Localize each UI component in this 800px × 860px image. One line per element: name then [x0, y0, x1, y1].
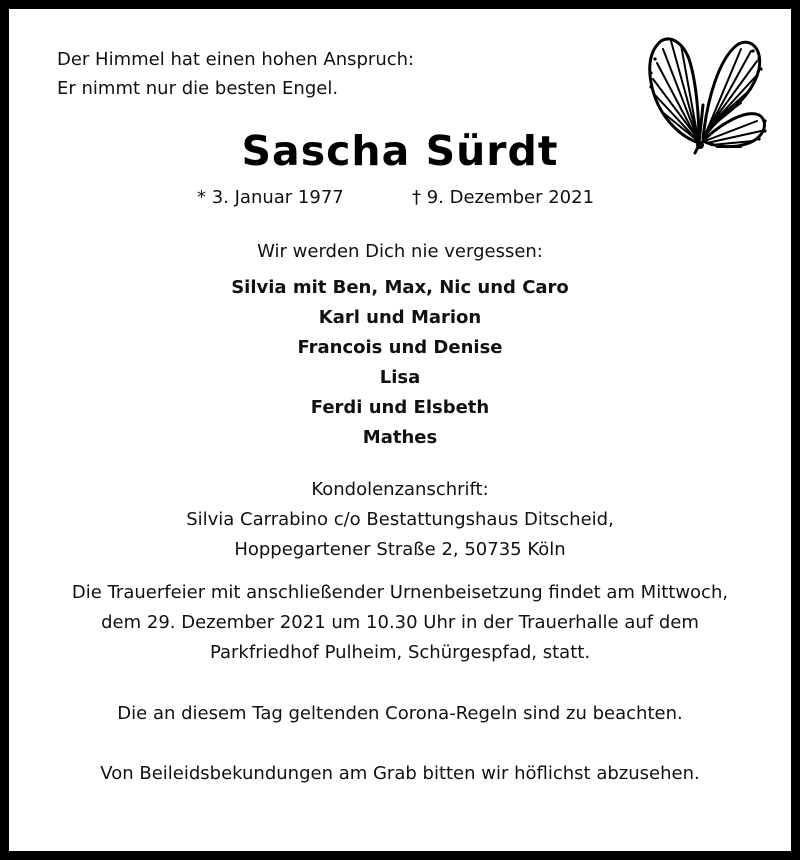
mourner-name: Lisa: [379, 367, 421, 388]
ceremony-line-3: Parkfriedhof Pulheim, Schürgespfad, statt.: [209, 642, 591, 663]
deceased-name: Sascha Sürdt: [241, 127, 559, 175]
grave-condolence-notice: [9, 759, 791, 789]
death-date: † 9. Dezember 2021: [412, 187, 595, 208]
birth-date: * 3. Januar 1977: [197, 187, 344, 208]
condolence-line-2: Hoppegartener Straße 2, 50735 Köln: [234, 539, 566, 560]
mourner-name: Silvia mit Ben, Max, Nic und Caro: [231, 277, 569, 298]
ceremony-line-2: dem 29. Dezember 2021 um 10.30 Uhr in der Trauerhalle auf dem: [101, 612, 699, 633]
motto-line-2: Er nimmt nur die besten Engel.: [57, 78, 339, 99]
motto-line-1: Der Himmel hat einen hohen Anspruch:: [57, 49, 415, 70]
corona-notice: [9, 699, 791, 729]
mourner-name: Ferdi und Elsbeth: [310, 397, 490, 418]
mourners-block: [9, 237, 791, 453]
corona-notice-text: Die an diesem Tag geltenden Corona-Regeln sind zu beachten.: [117, 703, 683, 724]
condolence-line-1: Silvia Carrabino c/o Bestattungshaus Ditscheid,: [186, 509, 614, 530]
mourner-name: Mathes: [362, 427, 438, 448]
grave-condolence-text: Von Beileidsbekundungen am Grab bitten wir höflichst abzusehen.: [100, 763, 700, 784]
mourner-name: Karl und Marion: [318, 307, 482, 328]
condolence-heading: Kondolenzanschrift:: [311, 479, 489, 500]
ceremony-info: [9, 578, 791, 668]
ceremony-line-1: Die Trauerfeier mit anschließender Urnenbeisetzung findet am Mittwoch,: [71, 582, 729, 603]
mourners-intro: Wir werden Dich nie vergessen:: [257, 241, 543, 262]
condolence-address: [9, 475, 791, 565]
mourner-name: Francois und Denise: [297, 337, 503, 358]
motto: [57, 45, 414, 103]
